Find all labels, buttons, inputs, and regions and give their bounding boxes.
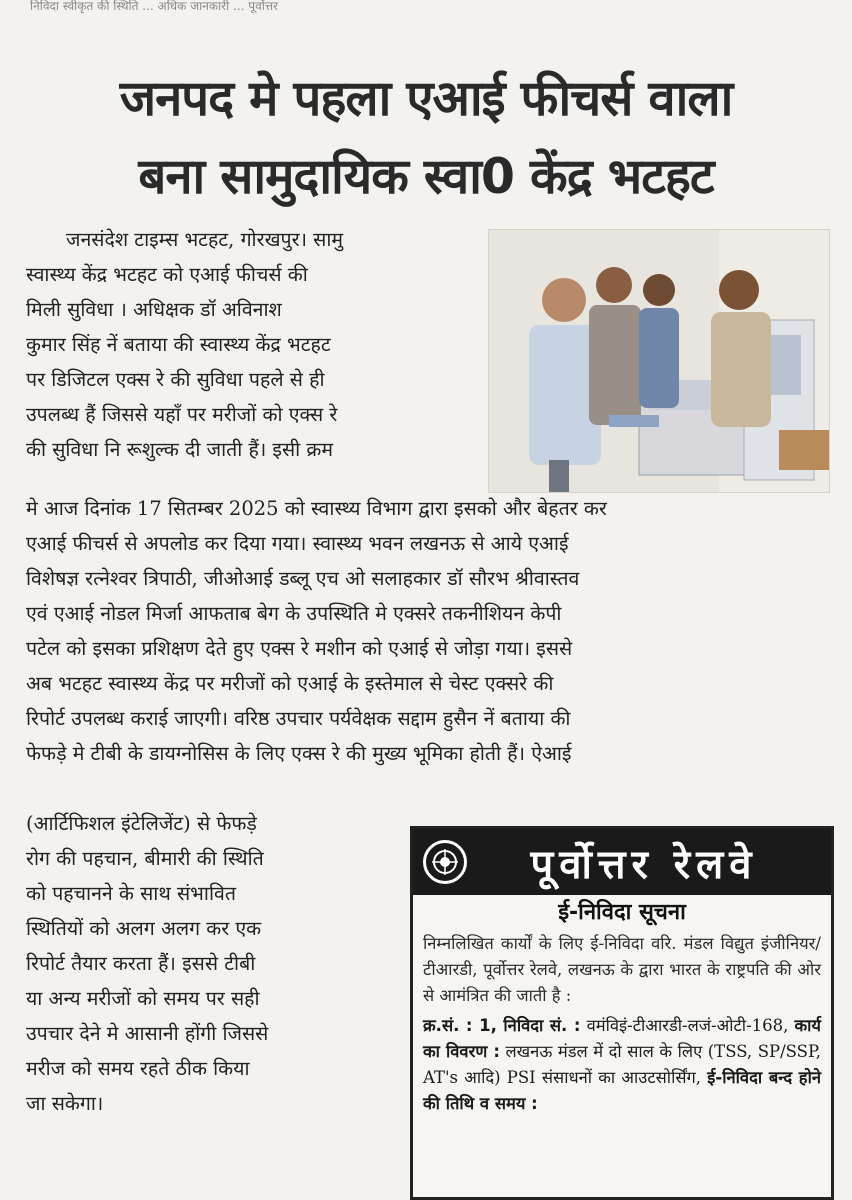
article-line: उपचार देने मे आसानी होंगी जिससे (26, 1022, 269, 1045)
article-tail-column (26, 806, 394, 1121)
ad-intro: निम्नलिखित कार्यों के लिए ई-निविदा वरि. मंडल विद्युत इंजीनियर/टीआरडी, पूर्वोत्तर रेलवे, लखनऊ के द्वारा भारत के राष्ट्रपति की ओर से आमंत्रित की जाती है : (423, 934, 821, 1005)
railway-tender-ad (410, 826, 834, 1200)
article-line: कुमार सिंह नें बताया की स्वास्थ्य केंद्र भटहट (26, 333, 331, 356)
article-line: मिली सुविधा । अधिक्षक डॉ अविनाश (26, 298, 282, 321)
article-line: स्थितियों को अलग अलग कर एक (26, 917, 262, 940)
ad-work-description: लखनऊ मंडल में दो साल के लिए (TSS, SP/SSP, AT's आदि) PSI संसाधनों का आउटसोर्सिंग, (423, 1042, 821, 1087)
article-line: या अन्य मरीजों को समय पर सही (26, 987, 260, 1010)
railway-emblem-icon (423, 840, 467, 884)
article-line: की सुविधा नि रूशुल्क दी जाती हैं। इसी क्रम (26, 438, 334, 461)
ad-tender-number: वमंविइं-टीआरडी-लजं-ओटी-168, (586, 1016, 789, 1035)
article-line: जा सकेगा। (26, 1092, 104, 1115)
article-line: रिपोर्ट उपलब्ध कराई जाएगी। वरिष्ठ उपचार पर्यवेक्षक सद्दाम हुसैन नें बताया की (26, 707, 571, 730)
news-photo (488, 229, 830, 493)
headline-line-1: जनपद मे पहला एआई फीचर्स वाला (119, 70, 733, 127)
article-line: स्वास्थ्य केंद्र भटहट को एआई फीचर्स की (26, 263, 308, 286)
article-line: मे आज दिनांक 17 सितम्बर 2025 को स्वास्थ्य विभाग द्वारा इसको और बेहतर कर (26, 497, 607, 520)
ad-sr-label: क्र.सं. : 1, निविदा सं. : (423, 1016, 581, 1035)
article-line: एआई फीचर्स से अपलोड कर दिया गया। स्वास्थ्य भवन लखनऊ से आये एआई (26, 532, 569, 555)
headline-line-2: बना सामुदायिक स्वा0 केंद्र भटहट (138, 148, 714, 205)
article-line: को पहचानने के साथ संभावित (26, 882, 236, 905)
ad-banner (413, 829, 831, 895)
article-line: रिपोर्ट तैयार करता हैं। इससे टीबी (26, 952, 256, 975)
headline (18, 60, 834, 216)
top-strip-text: निविदा स्वीकृत की स्थिति ... अधिक जानकारी ... पूर्वोत्तर (30, 0, 279, 13)
ad-tender-details (413, 1013, 831, 1117)
article-line: विशेषज्ञ रत्नेश्वर त्रिपाठी, जीओआई डब्लू एच ओ सलाहकार डॉ सौरभ श्रीवास्तव (26, 567, 580, 590)
article-line: मरीज को समय रहते ठीक किया (26, 1057, 250, 1080)
article-line: (आर्टिफिशल इंटेलिजेंट) से फेफड़े (26, 812, 257, 835)
article-line: पर डिजिटल एक्स रे की सुविधा पहले से ही (26, 368, 325, 391)
article-line: रोग की पहचान, बीमारी की स्थिति (26, 847, 264, 870)
ad-close-label: ई-निविदा बन्द होने की तिथि व समय : (423, 1068, 821, 1113)
article-lead-column (26, 222, 478, 467)
article-body (26, 491, 832, 771)
article-line: उपलब्ध हैं जिससे यहाँ पर मरीजों को एक्स रे (26, 403, 338, 426)
article-line: जनसंदेश टाइम्स भटहट, गोरखपुर। सामु (66, 228, 344, 251)
ad-work-label: कार्य का विवरण : (423, 1016, 821, 1061)
xray-room-illustration (489, 230, 829, 492)
ad-banner-title: पूर्वोत्तर रेलवे (530, 841, 758, 888)
article-line: पटेल को इसका प्रशिक्षण देते हुए एक्स रे मशीन को एआई से जोड़ा गया। इससे (26, 637, 573, 660)
article-line: फेफड़े मे टीबी के डायग्नोसिस के लिए एक्स रे की मुख्य भूमिका होती हैं। ऐआई (26, 742, 572, 765)
article-line: अब भटहट स्वास्थ्य केंद्र पर मरीजों को एआई के इस्तेमाल से चेस्ट एक्सरे की (26, 672, 554, 695)
ad-subtitle: ई-निविदा सूचना (558, 900, 686, 925)
article-line: एवं एआई नोडल मिर्जा आफताब बेग के उपस्थिति मे एक्सरे तकनीशियन केपी (26, 602, 562, 625)
